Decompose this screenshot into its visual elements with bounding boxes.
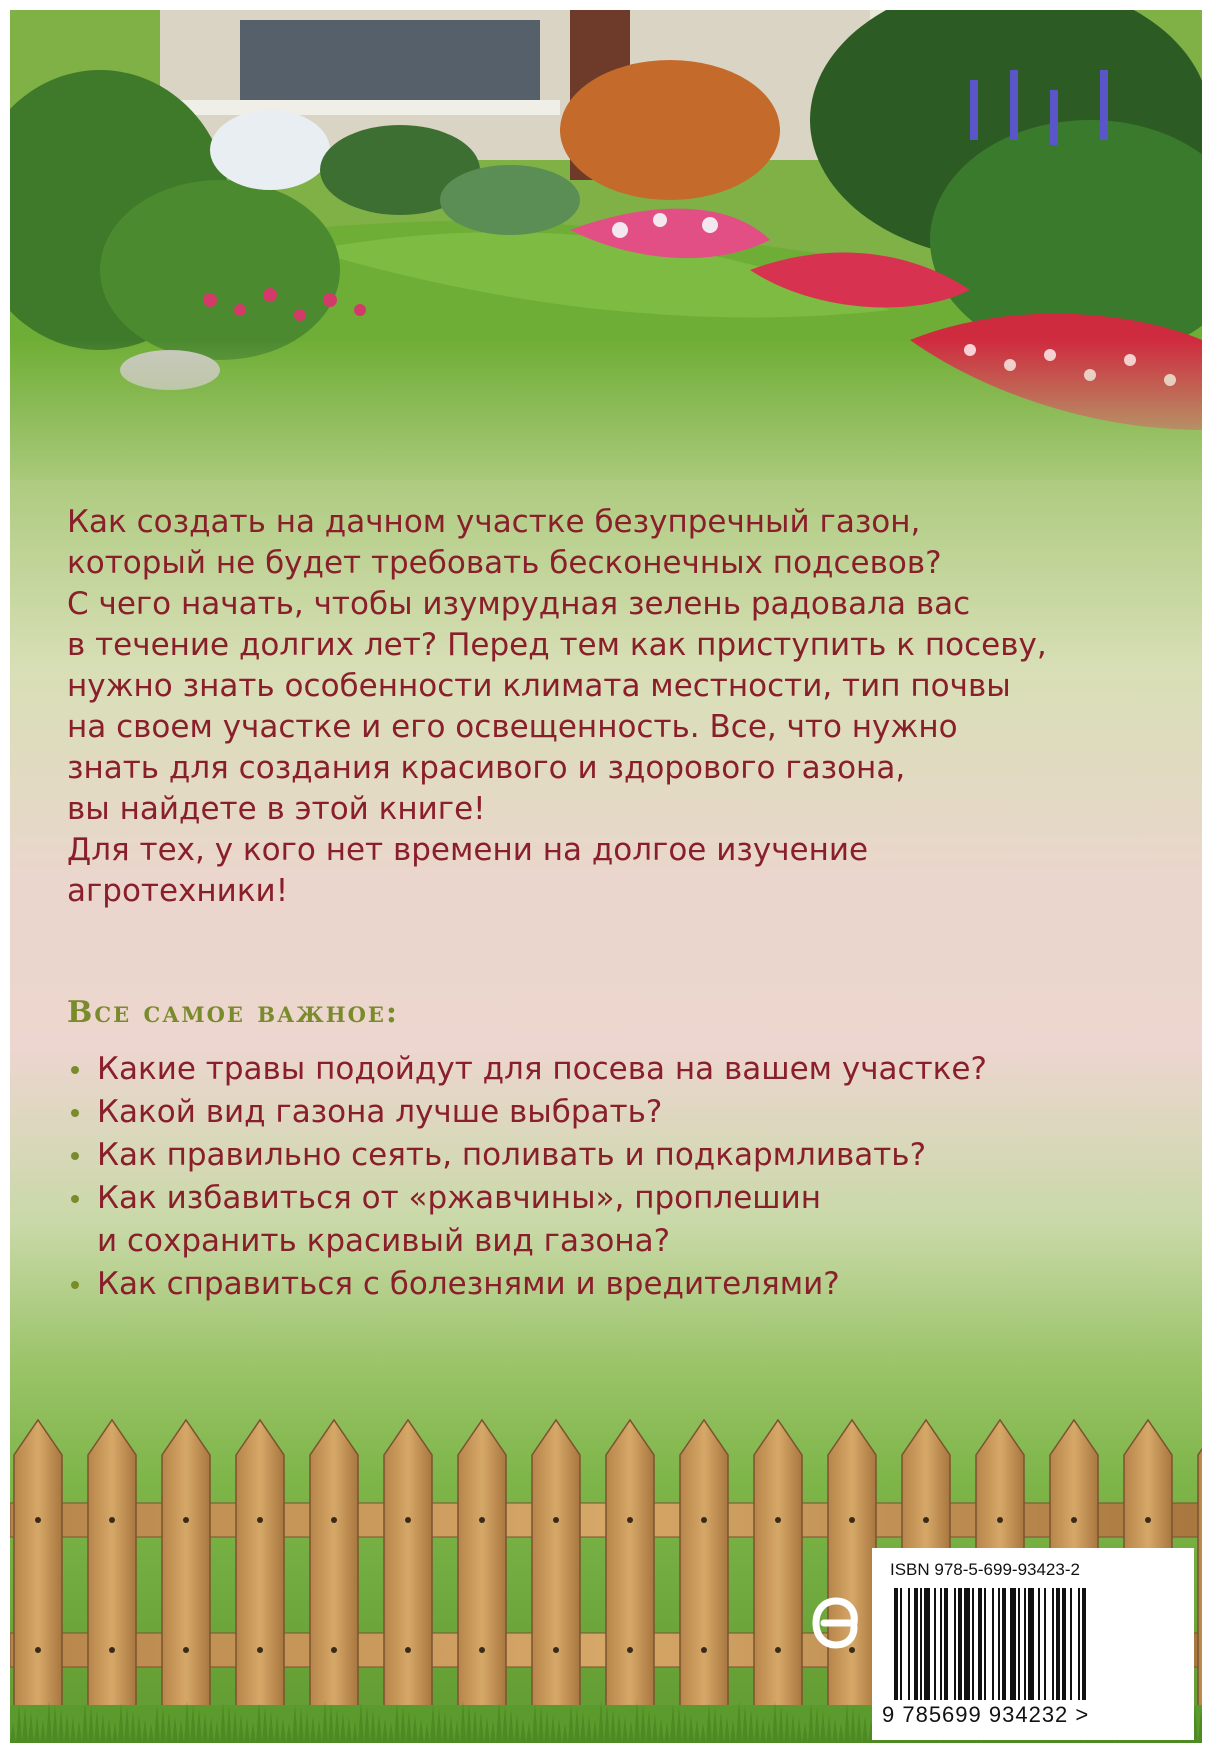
fence-nail bbox=[627, 1517, 633, 1523]
description-line: в течение долгих лет? Перед тем как приступить к посеву, bbox=[67, 627, 1047, 663]
fence-nail bbox=[627, 1647, 633, 1653]
barcode-bar bbox=[924, 1588, 930, 1700]
book-description bbox=[67, 502, 1147, 912]
barcode-bar bbox=[940, 1588, 942, 1700]
book-back-cover bbox=[10, 10, 1202, 1743]
list-item-text: и сохранить красивый вид газона? bbox=[97, 1223, 671, 1259]
bullet-icon bbox=[71, 1195, 79, 1203]
fence-nail bbox=[109, 1647, 115, 1653]
list-item bbox=[67, 1091, 1147, 1134]
fence-picket bbox=[310, 1420, 358, 1715]
list-item bbox=[67, 1048, 1147, 1091]
barcode-digits: 9 785699 934232 > bbox=[882, 1702, 1090, 1727]
fence-picket bbox=[754, 1420, 802, 1715]
fence-picket bbox=[88, 1420, 136, 1715]
description-line: Для тех, у кого нет времени на долгое изучение bbox=[67, 832, 869, 868]
barcode-bar bbox=[978, 1588, 982, 1700]
fence-nail bbox=[553, 1647, 559, 1653]
description-line: который не будет требовать бесконечных подсевов? bbox=[67, 545, 942, 581]
description-line: на своем участке и его освещенность. Все, что нужно bbox=[67, 709, 958, 745]
barcode-bar bbox=[934, 1588, 936, 1700]
barcode-bar bbox=[1052, 1588, 1054, 1700]
fence-picket bbox=[384, 1420, 432, 1715]
bullet-icon bbox=[71, 1281, 79, 1289]
fence-nail bbox=[257, 1647, 263, 1653]
fence-nail bbox=[553, 1517, 559, 1523]
fence-picket bbox=[532, 1420, 580, 1715]
fence-picket bbox=[162, 1420, 210, 1715]
barcode-bar bbox=[900, 1588, 902, 1700]
bullet-icon bbox=[71, 1109, 79, 1117]
fence-picket bbox=[680, 1420, 728, 1715]
list-item-text: Какие травы подойдут для посева на вашем участке? bbox=[97, 1051, 987, 1087]
description-line: знать для создания красивого и здорового газона, bbox=[67, 750, 906, 786]
fence-nail bbox=[701, 1647, 707, 1653]
fence-nail bbox=[701, 1517, 707, 1523]
isbn-text: ISBN 978-5-699-93423-2 bbox=[890, 1560, 1080, 1579]
list-item-text: Как справиться с болезнями и вредителями? bbox=[97, 1266, 840, 1302]
barcode-panel bbox=[872, 1548, 1194, 1740]
fence-nail bbox=[849, 1517, 855, 1523]
list-item-text: Какой вид газона лучше выбрать? bbox=[97, 1094, 663, 1130]
barcode-bar bbox=[1010, 1588, 1016, 1700]
fence-picket bbox=[1198, 1420, 1202, 1715]
fence-nail bbox=[35, 1517, 41, 1523]
fence-nail bbox=[331, 1517, 337, 1523]
barcode-bar bbox=[972, 1588, 974, 1700]
barcode-bar bbox=[1082, 1588, 1086, 1700]
fence-nail bbox=[183, 1647, 189, 1653]
list-item bbox=[67, 1134, 1147, 1177]
fence-picket bbox=[236, 1420, 284, 1715]
description-line: вы найдете в этой книге! bbox=[67, 791, 486, 827]
description-line: С чего начать, чтобы изумрудная зелень радовала вас bbox=[67, 586, 971, 622]
barcode-icon bbox=[890, 1588, 1180, 1700]
fence-nail bbox=[405, 1647, 411, 1653]
publisher-e-logo-icon bbox=[810, 1597, 862, 1649]
highlights-heading: Все самое важное: bbox=[67, 995, 399, 1030]
barcode-bar bbox=[914, 1588, 918, 1700]
fence-nail bbox=[923, 1517, 929, 1523]
fence-picket bbox=[606, 1420, 654, 1715]
garden-photo bbox=[10, 10, 1202, 480]
barcode-bar bbox=[908, 1588, 910, 1700]
fence-nail bbox=[1071, 1517, 1077, 1523]
fence-nail bbox=[331, 1647, 337, 1653]
barcode-bar bbox=[894, 1588, 898, 1700]
fence-nail bbox=[257, 1517, 263, 1523]
list-item-text: Как избавиться от «ржавчины», проплешин bbox=[97, 1180, 822, 1216]
fence-nail bbox=[405, 1517, 411, 1523]
barcode-bar bbox=[1062, 1588, 1066, 1700]
fence-nail bbox=[183, 1517, 189, 1523]
barcode-bar bbox=[1044, 1588, 1046, 1700]
fence-nail bbox=[479, 1517, 485, 1523]
fence-nail bbox=[479, 1647, 485, 1653]
barcode-bar bbox=[984, 1588, 986, 1700]
fence-nail bbox=[1145, 1517, 1151, 1523]
description-line: нужно знать особенности климата местности, тип почвы bbox=[67, 668, 1011, 704]
barcode-bar bbox=[964, 1588, 970, 1700]
barcode-bar bbox=[998, 1588, 1000, 1700]
list-item-text: Как правильно сеять, поливать и подкармливать? bbox=[97, 1137, 927, 1173]
highlights-list bbox=[67, 1048, 1147, 1306]
list-item bbox=[67, 1263, 1147, 1306]
barcode-bar bbox=[1056, 1588, 1060, 1700]
barcode-bar bbox=[1038, 1588, 1040, 1700]
fence-nail bbox=[35, 1647, 41, 1653]
barcode-bar bbox=[944, 1588, 948, 1700]
barcode-bar bbox=[1002, 1588, 1006, 1700]
fence-picket bbox=[828, 1420, 876, 1715]
fence-nail bbox=[109, 1517, 115, 1523]
barcode-bar bbox=[1070, 1588, 1072, 1700]
fence-picket bbox=[458, 1420, 506, 1715]
barcode-bar bbox=[958, 1588, 962, 1700]
description-line: агротехники! bbox=[67, 873, 289, 909]
bullet-icon bbox=[71, 1066, 79, 1074]
barcode-bar bbox=[1024, 1588, 1026, 1700]
description-line: Как создать на дачном участке безупречный газон, bbox=[67, 504, 921, 540]
barcode-bar bbox=[1028, 1588, 1034, 1700]
barcode-bar bbox=[992, 1588, 994, 1700]
bullet-icon bbox=[71, 1152, 79, 1160]
barcode-bar bbox=[1078, 1588, 1080, 1700]
barcode-bar bbox=[1018, 1588, 1020, 1700]
fence-picket bbox=[14, 1420, 62, 1715]
fence-nail bbox=[775, 1647, 781, 1653]
barcode-bar bbox=[920, 1588, 922, 1700]
list-item-continuation bbox=[67, 1220, 1147, 1263]
barcode-bar bbox=[954, 1588, 956, 1700]
fence-nail bbox=[997, 1517, 1003, 1523]
fence-nail bbox=[775, 1517, 781, 1523]
list-item bbox=[67, 1177, 1147, 1220]
